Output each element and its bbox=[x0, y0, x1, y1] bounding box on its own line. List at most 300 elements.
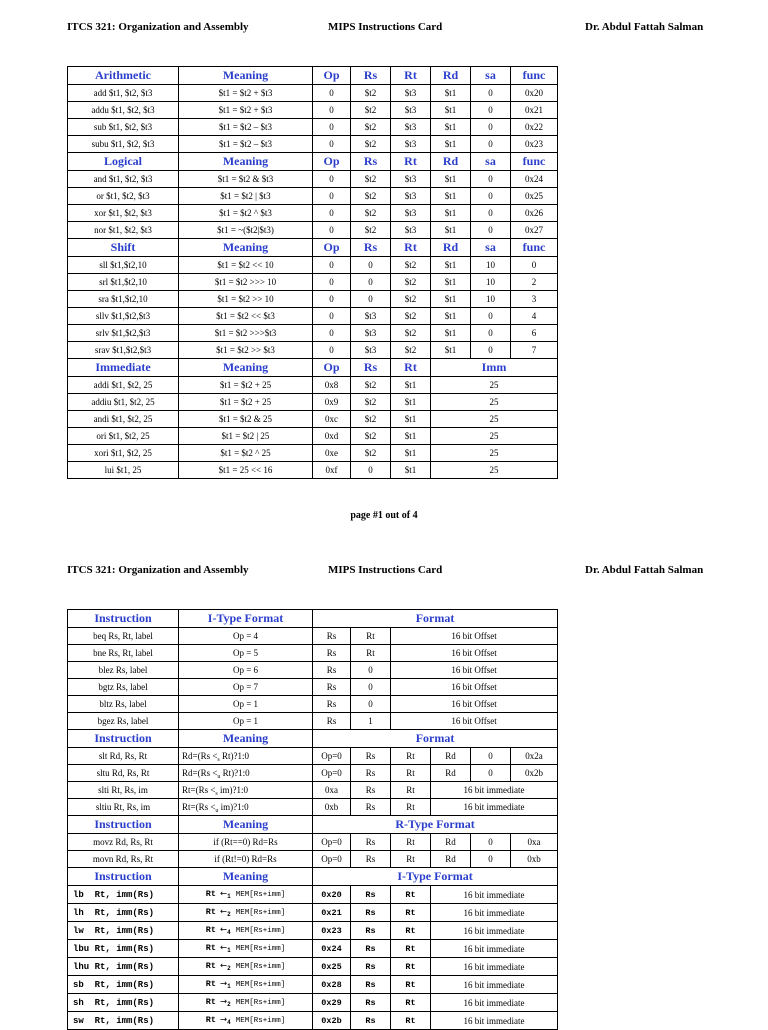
op-header: Op bbox=[313, 153, 351, 171]
meaning-cell: Op = 6 bbox=[179, 662, 313, 679]
section-title: Shift bbox=[68, 239, 179, 257]
op-header: Op bbox=[313, 239, 351, 257]
op-cell: 0 bbox=[313, 222, 351, 239]
instruction-cell: movn Rd, Rs, Rt bbox=[68, 851, 179, 868]
op-cell: 0 bbox=[313, 171, 351, 188]
transfer-arrow: ← bbox=[219, 907, 228, 917]
immediate-cell: 16 bit immediate bbox=[431, 922, 558, 940]
meaning-cell: $t1 = $t2 << $t3 bbox=[179, 308, 313, 325]
rs-cell: $t2 bbox=[351, 171, 391, 188]
instruction-header: Instruction bbox=[68, 868, 179, 886]
section-title: Logical bbox=[68, 153, 179, 171]
table-row bbox=[68, 291, 558, 308]
instruction-cell: sll $t1,$t2,10 bbox=[68, 257, 179, 274]
table-row bbox=[68, 205, 558, 222]
meaning-cell bbox=[179, 994, 313, 1012]
instruction-cell: sw Rt, imm(Rs) bbox=[68, 1012, 179, 1030]
immediate-cell: 16 bit immediate bbox=[431, 799, 558, 816]
immediate-cell: 25 bbox=[431, 377, 558, 394]
func-cell: 4 bbox=[511, 308, 558, 325]
func-header: func bbox=[511, 153, 558, 171]
func-cell: 0x21 bbox=[511, 102, 558, 119]
instruction-cell: subu $t1, $t2, $t3 bbox=[68, 136, 179, 153]
course-title: ITCS 321: Organization and Assembly bbox=[67, 564, 249, 576]
meaning-header: Meaning bbox=[179, 868, 313, 886]
meaning-cell: Op = 1 bbox=[179, 713, 313, 730]
rs-header: Rs bbox=[351, 67, 391, 85]
format-field-cell: Rt bbox=[391, 851, 431, 868]
register-name: Rt bbox=[205, 1015, 216, 1025]
instruction-cell: bne Rs, Rt, label bbox=[68, 645, 179, 662]
course-title: ITCS 321: Organization and Assembly bbox=[67, 21, 249, 33]
instruction-cell: xori $t1, $t2, 25 bbox=[68, 445, 179, 462]
rd-cell: $t1 bbox=[431, 308, 471, 325]
format-field-cell: Rs bbox=[313, 662, 351, 679]
op-cell: 0 bbox=[313, 325, 351, 342]
rt-cell: $t3 bbox=[391, 102, 431, 119]
format-field-cell: Rs bbox=[313, 645, 351, 662]
section-header-row bbox=[68, 67, 558, 85]
rs-cell: $t3 bbox=[351, 308, 391, 325]
memory-operand: MEM[Rs+imm] bbox=[235, 1017, 286, 1025]
table-row bbox=[68, 662, 558, 679]
func-cell: 0x20 bbox=[511, 85, 558, 102]
rd-cell: $t1 bbox=[431, 325, 471, 342]
sa-cell: 10 bbox=[471, 274, 511, 291]
page-number: page #1 out of 4 bbox=[350, 510, 418, 521]
rs-cell: $t2 bbox=[351, 188, 391, 205]
sa-cell: 0 bbox=[471, 136, 511, 153]
immediate-cell: 25 bbox=[431, 394, 558, 411]
instruction-cell: ori $t1, $t2, 25 bbox=[68, 428, 179, 445]
table-row bbox=[68, 799, 558, 816]
table-row bbox=[68, 171, 558, 188]
format-field-cell: Rs bbox=[351, 976, 391, 994]
rt-cell: $t2 bbox=[391, 342, 431, 359]
format-field-cell: Rs bbox=[313, 628, 351, 645]
func-cell: 0x22 bbox=[511, 119, 558, 136]
meaning-cell: $t1 = $t2 | $t3 bbox=[179, 188, 313, 205]
section-header-row bbox=[68, 816, 558, 834]
func-header: func bbox=[511, 239, 558, 257]
expression-text: Rd=(Rs < bbox=[182, 751, 218, 761]
format-field-cell: Op=0 bbox=[313, 851, 351, 868]
table-row bbox=[68, 325, 558, 342]
meaning-cell: $t1 = $t2 & $t3 bbox=[179, 171, 313, 188]
sa-cell: 0 bbox=[471, 119, 511, 136]
transfer-arrow: ← bbox=[219, 943, 228, 953]
table-row bbox=[68, 748, 558, 765]
format-field-cell: Rt bbox=[351, 628, 391, 645]
instruction-cell: srl $t1,$t2,10 bbox=[68, 274, 179, 291]
immediate-cell: 16 bit immediate bbox=[431, 976, 558, 994]
rs-cell: 0 bbox=[351, 291, 391, 308]
immediate-cell: 16 bit immediate bbox=[431, 886, 558, 904]
format-field-cell: Rt bbox=[391, 834, 431, 851]
rd-cell: $t1 bbox=[431, 342, 471, 359]
table-row bbox=[68, 628, 558, 645]
immediate-cell: 16 bit immediate bbox=[431, 1012, 558, 1030]
sa-cell: 0 bbox=[471, 308, 511, 325]
format-field-cell: Rs bbox=[351, 851, 391, 868]
table-row bbox=[68, 904, 558, 922]
byte-count-subscript: 4 bbox=[227, 1019, 231, 1026]
rt-cell: $t3 bbox=[391, 171, 431, 188]
instruction-cell: lh Rt, imm(Rs) bbox=[68, 904, 179, 922]
func-cell: 0x24 bbox=[511, 171, 558, 188]
meaning-cell: $t1 = $t2 ^ $t3 bbox=[179, 205, 313, 222]
byte-count-subscript: 2 bbox=[227, 1001, 231, 1008]
memory-operand: MEM[Rs+imm] bbox=[235, 963, 286, 971]
sa-cell: 0 bbox=[471, 205, 511, 222]
op-cell: 0 bbox=[313, 342, 351, 359]
format-field-cell: Rs bbox=[351, 782, 391, 799]
format-field-cell: 0 bbox=[351, 662, 391, 679]
instruction-cell: nor $t1, $t2, $t3 bbox=[68, 222, 179, 239]
func-header: func bbox=[511, 67, 558, 85]
func-cell: 7 bbox=[511, 342, 558, 359]
format-field-cell: Rs bbox=[313, 713, 351, 730]
instruction-cell: sb Rt, imm(Rs) bbox=[68, 976, 179, 994]
byte-count-subscript: 1 bbox=[227, 983, 231, 990]
meaning-cell bbox=[179, 922, 313, 940]
op-header: Op bbox=[313, 67, 351, 85]
meaning-header: Meaning bbox=[179, 239, 313, 257]
meaning-cell bbox=[179, 799, 313, 816]
rs-cell: $t2 bbox=[351, 394, 391, 411]
meaning-cell: Op = 4 bbox=[179, 628, 313, 645]
rs-cell: $t2 bbox=[351, 428, 391, 445]
rs-cell: $t2 bbox=[351, 119, 391, 136]
section-header-row bbox=[68, 868, 558, 886]
immediate-cell: 25 bbox=[431, 411, 558, 428]
rt-cell: $t2 bbox=[391, 274, 431, 291]
meaning-cell bbox=[179, 1012, 313, 1030]
table-row bbox=[68, 188, 558, 205]
format-field-cell: 0 bbox=[471, 765, 511, 782]
transfer-arrow: → bbox=[219, 997, 228, 1007]
instruction-cell: sub $t1, $t2, $t3 bbox=[68, 119, 179, 136]
rt-cell: $t2 bbox=[391, 257, 431, 274]
rt-cell: $t3 bbox=[391, 188, 431, 205]
byte-count-subscript: 1 bbox=[227, 893, 231, 900]
meaning-header: Meaning bbox=[179, 730, 313, 748]
meaning-cell bbox=[179, 976, 313, 994]
table-row bbox=[68, 274, 558, 291]
meaning-cell: $t1 = $t2 – $t3 bbox=[179, 136, 313, 153]
instruction-cell: blez Rs, label bbox=[68, 662, 179, 679]
format-field-cell: Rs bbox=[351, 904, 391, 922]
instruction-cell: sltiu Rt, Rs, im bbox=[68, 799, 179, 816]
transfer-arrow: → bbox=[219, 1015, 228, 1025]
format-field-cell: Rs bbox=[351, 886, 391, 904]
format-field-cell: Rs bbox=[351, 834, 391, 851]
memory-operand: MEM[Rs+imm] bbox=[235, 981, 286, 989]
author-name: Dr. Abdul Fattah Salman bbox=[585, 21, 704, 33]
register-name: Rt bbox=[205, 961, 216, 971]
format-field-cell: 0x24 bbox=[313, 940, 351, 958]
format-field-cell: Rt bbox=[351, 645, 391, 662]
format-field-cell: 0xa bbox=[313, 782, 351, 799]
func-cell: 3 bbox=[511, 291, 558, 308]
rd-cell: $t1 bbox=[431, 291, 471, 308]
meaning-header: Meaning bbox=[179, 816, 313, 834]
func-cell: 0x26 bbox=[511, 205, 558, 222]
rs-cell: $t2 bbox=[351, 222, 391, 239]
format-field-cell: Rt bbox=[391, 940, 431, 958]
rt-cell: $t1 bbox=[391, 394, 431, 411]
format-field-cell: 0x28 bbox=[313, 976, 351, 994]
table-row bbox=[68, 257, 558, 274]
table-row bbox=[68, 308, 558, 325]
section-header-row bbox=[68, 153, 558, 171]
meaning-header: Meaning bbox=[179, 153, 313, 171]
rd-cell: $t1 bbox=[431, 205, 471, 222]
transfer-arrow: ← bbox=[219, 961, 228, 971]
instruction-cell: sllv $t1,$t2,$t3 bbox=[68, 308, 179, 325]
section-title: Arithmetic bbox=[68, 67, 179, 85]
format-field-cell: Rs bbox=[351, 799, 391, 816]
rd-cell: $t1 bbox=[431, 171, 471, 188]
rd-cell: $t1 bbox=[431, 188, 471, 205]
instruction-cell: lw Rt, imm(Rs) bbox=[68, 922, 179, 940]
rt-cell: $t1 bbox=[391, 411, 431, 428]
instruction-cell: lui $t1, 25 bbox=[68, 462, 179, 479]
instruction-cell: slt Rd, Rs, Rt bbox=[68, 748, 179, 765]
table-row bbox=[68, 136, 558, 153]
meaning-cell: $t1 = $t2 >>> 10 bbox=[179, 274, 313, 291]
rs-cell: $t2 bbox=[351, 205, 391, 222]
op-cell: 0 bbox=[313, 291, 351, 308]
meaning-cell: Op = 1 bbox=[179, 696, 313, 713]
format-field-cell: Rt bbox=[391, 958, 431, 976]
rs-header: Rs bbox=[351, 359, 391, 377]
rs-cell: $t2 bbox=[351, 377, 391, 394]
format-field-cell: 0x29 bbox=[313, 994, 351, 1012]
meaning-header: Meaning bbox=[179, 359, 313, 377]
sa-cell: 0 bbox=[471, 102, 511, 119]
rs-cell: $t2 bbox=[351, 445, 391, 462]
meaning-header: I-Type Format bbox=[179, 610, 313, 628]
op-cell: 0 bbox=[313, 85, 351, 102]
sa-cell: 0 bbox=[471, 342, 511, 359]
format-field-cell: Op=0 bbox=[313, 834, 351, 851]
format-field-cell: Rs bbox=[351, 1012, 391, 1030]
rs-header: Rs bbox=[351, 153, 391, 171]
register-name: Rt bbox=[205, 889, 216, 899]
sa-cell: 0 bbox=[471, 188, 511, 205]
memory-operand: MEM[Rs+imm] bbox=[235, 927, 286, 935]
rd-cell: $t1 bbox=[431, 222, 471, 239]
format-field-cell: Rt bbox=[391, 782, 431, 799]
section-header-row bbox=[68, 730, 558, 748]
rd-cell: $t1 bbox=[431, 102, 471, 119]
meaning-cell bbox=[179, 765, 313, 782]
imm-header: Imm bbox=[431, 359, 558, 377]
memory-operand: MEM[Rs+imm] bbox=[235, 891, 286, 899]
sa-cell: 10 bbox=[471, 291, 511, 308]
rd-cell: $t1 bbox=[431, 257, 471, 274]
section-header-row bbox=[68, 610, 558, 628]
section-header-row bbox=[68, 239, 558, 257]
rt-cell: $t3 bbox=[391, 85, 431, 102]
table-row bbox=[68, 342, 558, 359]
op-cell: 0 bbox=[313, 119, 351, 136]
instructions-table-page-1 bbox=[67, 66, 558, 479]
format-field-cell: Rs bbox=[351, 748, 391, 765]
offset-cell: 16 bit Offset bbox=[391, 628, 558, 645]
instruction-cell: bltz Rs, label bbox=[68, 696, 179, 713]
expression-text: Rt)?1:0 bbox=[219, 751, 250, 761]
rs-cell: 0 bbox=[351, 462, 391, 479]
rt-cell: $t2 bbox=[391, 325, 431, 342]
op-cell: 0 bbox=[313, 257, 351, 274]
sa-header: sa bbox=[471, 239, 511, 257]
table-row bbox=[68, 782, 558, 799]
format-field-cell: Rt bbox=[391, 904, 431, 922]
meaning-cell: $t1 = $t2 << 10 bbox=[179, 257, 313, 274]
instruction-cell: lhu Rt, imm(Rs) bbox=[68, 958, 179, 976]
format-field-cell: Rt bbox=[391, 994, 431, 1012]
func-cell: 0x23 bbox=[511, 136, 558, 153]
page-header bbox=[0, 20, 768, 34]
table-row bbox=[68, 102, 558, 119]
rt-cell: $t3 bbox=[391, 136, 431, 153]
format-field-cell: 0 bbox=[471, 834, 511, 851]
meaning-header: Meaning bbox=[179, 67, 313, 85]
rd-cell: $t1 bbox=[431, 119, 471, 136]
instruction-cell: srav $t1,$t2,$t3 bbox=[68, 342, 179, 359]
transfer-arrow: ← bbox=[219, 889, 228, 899]
instruction-cell: sh Rt, imm(Rs) bbox=[68, 994, 179, 1012]
rt-cell: $t3 bbox=[391, 205, 431, 222]
format-field-cell: 0x21 bbox=[313, 904, 351, 922]
rs-header: Rs bbox=[351, 239, 391, 257]
document-title: MIPS Instructions Card bbox=[328, 564, 443, 576]
table-row bbox=[68, 119, 558, 136]
op-cell: 0xf bbox=[313, 462, 351, 479]
rs-cell: $t2 bbox=[351, 136, 391, 153]
format-field-cell: Rs bbox=[351, 940, 391, 958]
sa-cell: 0 bbox=[471, 222, 511, 239]
instruction-cell: or $t1, $t2, $t3 bbox=[68, 188, 179, 205]
rt-header: Rt bbox=[391, 67, 431, 85]
immediate-cell: 16 bit immediate bbox=[431, 904, 558, 922]
table-row bbox=[68, 696, 558, 713]
format-field-cell: Rd bbox=[431, 834, 471, 851]
immediate-cell: 25 bbox=[431, 462, 558, 479]
op-cell: 0 bbox=[313, 274, 351, 291]
instruction-cell: lbu Rt, imm(Rs) bbox=[68, 940, 179, 958]
transfer-arrow: → bbox=[219, 979, 228, 989]
rs-cell: $t3 bbox=[351, 325, 391, 342]
byte-count-subscript: 2 bbox=[227, 965, 231, 972]
table-row bbox=[68, 645, 558, 662]
register-name: Rt bbox=[205, 907, 216, 917]
sa-header: sa bbox=[471, 67, 511, 85]
rd-header: Rd bbox=[431, 239, 471, 257]
format-field-cell: 0 bbox=[471, 851, 511, 868]
format-header: R-Type Format bbox=[313, 816, 558, 834]
table-row bbox=[68, 994, 558, 1012]
format-field-cell: Rd bbox=[431, 748, 471, 765]
meaning-cell: $t1 = $t2 + $t3 bbox=[179, 102, 313, 119]
func-cell: 0 bbox=[511, 257, 558, 274]
instructions-table-body bbox=[68, 610, 558, 1030]
meaning-cell: $t1 = $t2 >> $t3 bbox=[179, 342, 313, 359]
sa-cell: 0 bbox=[471, 85, 511, 102]
register-name: Rt bbox=[205, 925, 216, 935]
format-field-cell: 0x2a bbox=[511, 748, 558, 765]
format-field-cell: 0x23 bbox=[313, 922, 351, 940]
table-row bbox=[68, 462, 558, 479]
instruction-cell: bgtz Rs, label bbox=[68, 679, 179, 696]
func-cell: 2 bbox=[511, 274, 558, 291]
expression-text: im)?1:0 bbox=[217, 785, 249, 795]
expression-text: Rt=(Rs < bbox=[182, 785, 216, 795]
func-cell: 0x25 bbox=[511, 188, 558, 205]
register-name: Rt bbox=[205, 997, 216, 1007]
rt-cell: $t3 bbox=[391, 222, 431, 239]
sa-header: sa bbox=[471, 153, 511, 171]
op-cell: 0 bbox=[313, 188, 351, 205]
expression-text: Rt)?1:0 bbox=[220, 768, 250, 778]
author-name: Dr. Abdul Fattah Salman bbox=[585, 564, 704, 576]
instruction-cell: srlv $t1,$t2,$t3 bbox=[68, 325, 179, 342]
format-field-cell: 0x25 bbox=[313, 958, 351, 976]
format-field-cell: 0x2b bbox=[511, 765, 558, 782]
rd-cell: $t1 bbox=[431, 85, 471, 102]
immediate-cell: 16 bit immediate bbox=[431, 782, 558, 799]
meaning-cell: $t1 = ~($t2|$t3) bbox=[179, 222, 313, 239]
format-field-cell: Rt bbox=[391, 886, 431, 904]
format-field-cell: Rt bbox=[391, 765, 431, 782]
meaning-cell: $t1 = $t2 + 25 bbox=[179, 377, 313, 394]
rd-header: Rd bbox=[431, 67, 471, 85]
instruction-cell: sra $t1,$t2,10 bbox=[68, 291, 179, 308]
instruction-cell: slti Rt, Rs, im bbox=[68, 782, 179, 799]
instructions-table-body bbox=[68, 67, 558, 479]
format-field-cell: Rs bbox=[351, 922, 391, 940]
table-row bbox=[68, 377, 558, 394]
format-field-cell: Rs bbox=[351, 994, 391, 1012]
format-field-cell: Rd bbox=[431, 765, 471, 782]
document-title: MIPS Instructions Card bbox=[328, 21, 443, 33]
rt-header: Rt bbox=[391, 359, 431, 377]
rd-header: Rd bbox=[431, 153, 471, 171]
op-cell: 0xc bbox=[313, 411, 351, 428]
table-row bbox=[68, 411, 558, 428]
offset-cell: 16 bit Offset bbox=[391, 645, 558, 662]
immediate-cell: 25 bbox=[431, 445, 558, 462]
meaning-cell: Op = 5 bbox=[179, 645, 313, 662]
section-header-row bbox=[68, 359, 558, 377]
format-field-cell: 0xa bbox=[511, 834, 558, 851]
instruction-cell: addi $t1, $t2, 25 bbox=[68, 377, 179, 394]
table-row bbox=[68, 428, 558, 445]
format-field-cell: Rs bbox=[313, 696, 351, 713]
meaning-cell bbox=[179, 886, 313, 904]
rt-cell: $t1 bbox=[391, 445, 431, 462]
memory-operand: MEM[Rs+imm] bbox=[235, 945, 286, 953]
offset-cell: 16 bit Offset bbox=[391, 679, 558, 696]
format-field-cell: Rs bbox=[351, 765, 391, 782]
meaning-cell: if (Rt==0) Rd=Rs bbox=[179, 834, 313, 851]
meaning-cell: if (Rt!=0) Rd=Rs bbox=[179, 851, 313, 868]
format-field-cell: 0x2b bbox=[313, 1012, 351, 1030]
format-header: Format bbox=[313, 610, 558, 628]
table-row bbox=[68, 958, 558, 976]
